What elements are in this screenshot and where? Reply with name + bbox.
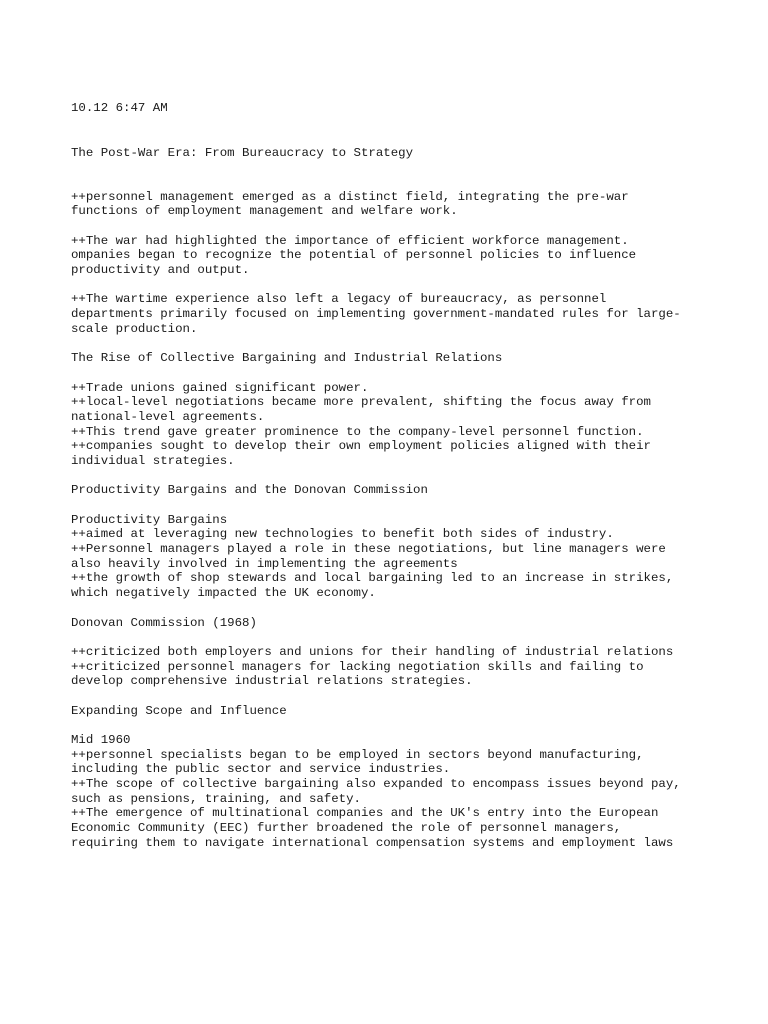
- blank-line: [71, 718, 761, 733]
- text-line: ++The emergence of multinational companies and the UK's entry into the European: [71, 806, 659, 821]
- blank-line: [71, 278, 761, 293]
- text-line: The Rise of Collective Bargaining and Industrial Relations: [71, 351, 503, 366]
- text-line: develop comprehensive industrial relations strategies.: [71, 674, 473, 689]
- text-line: Productivity Bargains: [71, 512, 228, 527]
- text-line: Expanding Scope and Influence: [71, 703, 287, 718]
- blank-line: [71, 469, 761, 484]
- text-line: ++personnel specialists began to be employed in sectors beyond manufacturing,: [71, 747, 644, 762]
- text-line: ++The wartime experience also left a legacy of bureaucracy, as personnel: [71, 292, 607, 307]
- text-line: individual strategies.: [71, 453, 235, 468]
- text-line: Productivity Bargains and the Donovan Commission: [71, 483, 428, 498]
- text-line: ++the growth of shop stewards and local bargaining led to an increase in strikes,: [71, 571, 674, 586]
- blank-line: [71, 498, 761, 513]
- blank-line: [71, 630, 761, 645]
- note-document: [71, 72, 761, 865]
- text-line: Economic Community (EEC) further broadened the role of personnel managers,: [71, 821, 622, 836]
- text-line: ++Trade unions gained significant power.: [71, 380, 369, 395]
- blank-line: [71, 601, 761, 616]
- text-line: ompanies began to recognize the potential of personnel policies to influence: [71, 248, 637, 263]
- text-line: ++This trend gave greater prominence to the company-level personnel function.: [71, 424, 644, 439]
- text-line: such as pensions, training, and safety.: [71, 791, 361, 806]
- text-line: Mid 1960: [71, 733, 131, 748]
- text-line: functions of employment management and welfare work.: [71, 204, 458, 219]
- text-line: ++The war had highlighted the importance of efficient workforce management.: [71, 233, 629, 248]
- text-line: ++personnel management emerged as a distinct field, integrating the pre-war: [71, 189, 629, 204]
- text-line: national-level agreements.: [71, 409, 265, 424]
- text-line: which negatively impacted the UK economy.: [71, 586, 376, 601]
- text-line: departments primarily focused on implementing government-mandated rules for large-: [71, 307, 681, 322]
- blank-line: [71, 219, 761, 234]
- text-line: Donovan Commission (1968): [71, 615, 257, 630]
- text-line: including the public sector and service industries.: [71, 762, 451, 777]
- text-line: requiring them to navigate international compensation systems and employment laws: [71, 835, 674, 850]
- text-line: ++The scope of collective bargaining also expanded to encompass issues beyond pay,: [71, 777, 681, 792]
- note-title: The Post-War Era: From Bureaucracy to Strategy: [71, 145, 414, 160]
- blank-line: [71, 336, 761, 351]
- text-line: ++companies sought to develop their own employment policies aligned with their: [71, 439, 651, 454]
- text-line: ++Personnel managers played a role in these negotiations, but line managers were: [71, 542, 666, 557]
- text-line: ++aimed at leveraging new technologies to benefit both sides of industry.: [71, 527, 614, 542]
- text-line: ++criticized both employers and unions for their handling of industrial relations: [71, 644, 674, 659]
- text-line: productivity and output.: [71, 263, 250, 278]
- note-body: [71, 190, 761, 851]
- text-line: also heavily involved in implementing the agreements: [71, 556, 458, 571]
- text-line: scale production.: [71, 321, 198, 336]
- blank-line: [71, 689, 761, 704]
- text-line: ++local-level negotiations became more prevalent, shifting the focus away from: [71, 395, 651, 410]
- text-line: ++criticized personnel managers for lacking negotiation skills and failing to: [71, 659, 644, 674]
- blank-line: [71, 366, 761, 381]
- note-timestamp: 10.12 6:47 AM: [71, 101, 168, 116]
